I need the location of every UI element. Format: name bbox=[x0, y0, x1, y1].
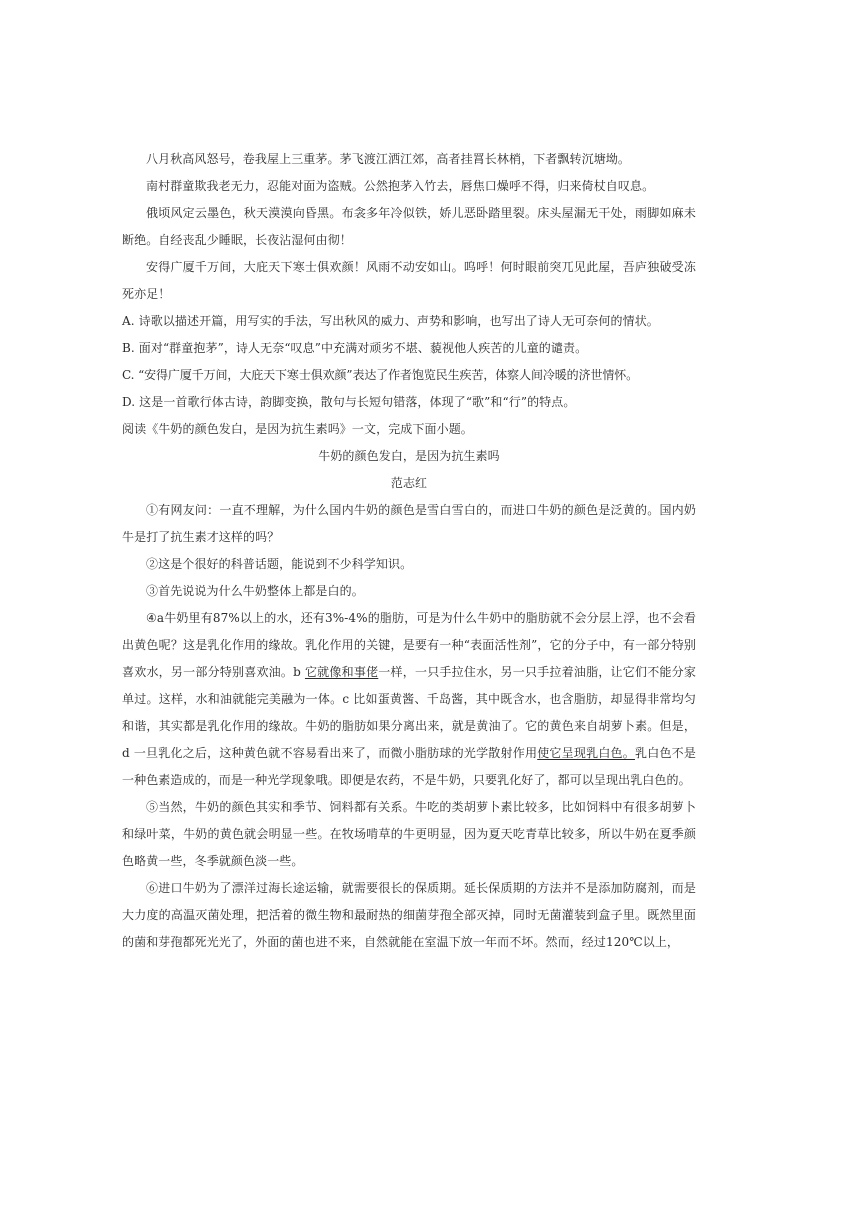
article-title: 牛奶的颜色发白，是因为抗生素吗 bbox=[318, 449, 500, 463]
article-paragraph-1: ①有网友问：一直不理解，为什么国内牛奶的颜色是雪白雪白的，而进口牛奶的颜色是泛黄的。国内奶牛是打了抗生素才这样的吗？ bbox=[122, 503, 696, 544]
underlined-phrase-1: 它就像和事佬 bbox=[304, 665, 379, 679]
option-d: D. 这是一首歌行体古诗，韵脚变换，散句与长短句错落，体现了“歌”和“行”的特点。 bbox=[122, 395, 576, 409]
poem-stanza-3: 俄顷风定云墨色，秋天漠漠向昏黑。布衾多年冷似铁，娇儿恶卧踏里裂。床头屋漏无干处，雨脚如麻未断绝。自经丧乱少睡眠，长夜沾湿何由彻！ bbox=[122, 206, 696, 247]
underlined-phrase-2: 使它呈现乳白色。 bbox=[537, 746, 635, 760]
article-paragraph-2: ②这是个很好的科普话题，能说到不少科学知识。 bbox=[146, 557, 413, 571]
poem-stanza-1: 八月秋高风怒号，卷我屋上三重茅。茅飞渡江洒江郊，高者挂罥长林梢，下者飘转沉塘坳。 bbox=[146, 152, 631, 166]
reading-prompt: 阅读《牛奶的颜色发白，是因为抗生素吗》一文，完成下面小题。 bbox=[122, 422, 473, 436]
article-author: 范志红 bbox=[390, 476, 428, 490]
paragraph-4-text-b: 一样，一只手拉住水，另一只手拉着油脂，让它们不能分家单过。这样，水和油就能完美融为一体。c 比如蛋黄酱、千岛酱，其中既含水，也含脂肪，却显得非常均匀和谐，其实都是乳化作用的缘故。牛奶的脂肪如果分离出来，就是黄油了。它的黄色来自胡萝卜素。但是，d 一旦乳化之后，这种黄色就不容易看出来了，而微小脂肪球的光学散射作用 bbox=[122, 665, 696, 760]
paragraph-4-text-a: ④a牛奶里有87%以上的水，还有3%-4%的脂肪，可是为什么牛奶中的脂肪就不会分层上浮，也不会看出黄色呢？这是乳化作用的缘故。乳化作用的关键，是要有一种“表面活性剂”，它的分子中，有一部分特别喜欢水，另一部分特别喜欢油。b bbox=[122, 611, 696, 679]
option-a: A. 诗歌以描述开篇，用写实的手法，写出秋风的威力、声势和影响，也写出了诗人无可奈何的情状。 bbox=[122, 314, 659, 328]
article-paragraph-3: ③首先说说为什么牛奶整体上都是白的。 bbox=[146, 584, 364, 598]
option-c: C. “安得广厦千万间，大庇天下寒士俱欢颜”表达了作者饱览民生疾苦，体察人间冷暖的济世情怀。 bbox=[122, 368, 639, 382]
article-paragraph-5: ⑤当然，牛奶的颜色其实和季节、饲料都有关系。牛吃的类胡萝卜素比较多，比如饲料中有很多胡萝卜和绿叶菜，牛奶的黄色就会明显一些。在牧场啃草的牛更明显，因为夏天吃青草比较多，所以牛奶在夏季颜色略黄一些，冬季就颜色淡一些。 bbox=[122, 800, 696, 868]
poem-stanza-2: 南村群童欺我老无力，忍能对面为盗贼。公然抱茅入竹去，唇焦口燥呼不得，归来倚杖自叹息。 bbox=[146, 179, 655, 193]
option-b: B. 面对“群童抱茅”，诗人无奈“叹息”中充满对顽劣不堪、藐视他人疾苦的儿童的谴责。 bbox=[122, 341, 588, 355]
article-paragraph-6: ⑥进口牛奶为了漂洋过海长途运输，就需要很长的保质期。延长保质期的方法并不是添加防腐剂，而是大力度的高温灭菌处理，把活着的微生物和最耐热的细菌芽孢全部灭掉，同时无菌灌装到盒子里。既然里面的菌和芽孢都死光光了，外面的菌也进不来，自然就能在室温下放一年而不坏。然而，经过120℃以上， bbox=[122, 881, 696, 949]
poem-stanza-4: 安得广厦千万间，大庇天下寒士俱欢颜！风雨不动安如山。呜呼！何时眼前突兀见此屋，吾庐独破受冻死亦足！ bbox=[122, 260, 696, 301]
document-body bbox=[122, 146, 696, 956]
article-paragraph-4 bbox=[122, 605, 696, 794]
paragraph-4-text-c: 乳白色不是一种色素造成的，而是一种光学现象哦。即便是农药，不是牛奶，只要乳化好了，都可以呈现出乳白色的。 bbox=[122, 746, 696, 787]
